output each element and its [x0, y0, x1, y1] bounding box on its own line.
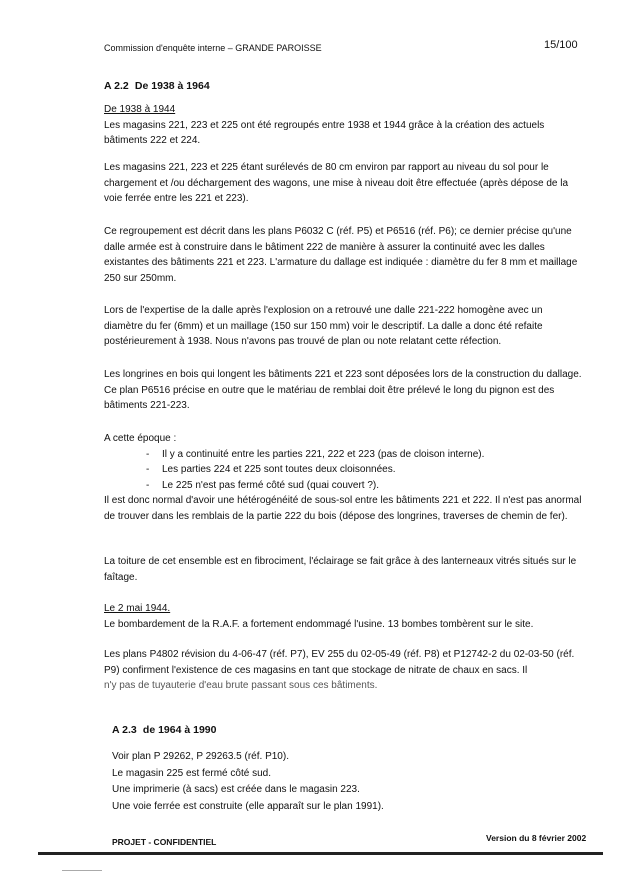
section-a22-heading	[104, 80, 210, 92]
list-item: Une imprimerie (à sacs) est créée dans le magasin 223.	[112, 784, 360, 795]
header-commission: Commission d'enquête interne – GRANDE PAROISSE	[104, 43, 322, 53]
subsection-1938-1944	[104, 102, 584, 149]
section-a22-title: De 1938 à 1964	[134, 80, 210, 92]
page-number: 15/100	[544, 39, 578, 51]
epoque-bullet-list	[104, 447, 584, 494]
list-item: Voir plan P 29262, P 29263.5 (réf. P10).	[112, 751, 289, 762]
paragraph-plans-p4802-text: Les plans P4802 révision du 4-06-47 (réf. P7), EV 255 du 02-05-49 (réf. P8) et P12742-2 du 02-03-50 (réf. P9) confirment l'existence de ces magasins en tant que stockage de nitrate de chaux en sacs. Il	[104, 649, 575, 676]
subheading-1938-1944: De 1938 à 1944	[104, 104, 176, 115]
section-a23-body	[112, 749, 582, 815]
paragraph-mise-a-niveau: Les magasins 221, 223 et 225 étant surélevés de 80 cm environ par rapport au niveau du sol pour le chargement et /ou déchargement des wagons, une mise à niveau doit être effectuée (après dépose de la voie ferrée entre les 221 et 223).	[104, 162, 569, 204]
footer-divider	[38, 852, 603, 855]
list-item: Le magasin 225 est fermé côté sud.	[112, 767, 271, 779]
section-a23-number: A 2.3	[112, 724, 137, 736]
paragraph-tuyauterie: n'y pas de tuyauterie d'eau brute passant sous ces bâtiments.	[104, 680, 378, 691]
list-item: - Il y a continuité entre les parties 221, 222 et 223 (pas de cloison interne).	[146, 448, 485, 460]
paragraph-longrines: Les longrines en bois qui longent les bâtiments 221 et 223 sont déposées lors de la construction du dallage. Ce plan P6516 précise en outre que le matériau de remblai doit être prélevé le long du pignon est des bâtiments 221-223.	[104, 369, 582, 411]
paragraph-bombardement: Le bombardement de la R.A.F. a fortement endommagé l'usine. 13 bombes tombèrent sur le site.	[104, 618, 534, 630]
section-a22-number: A 2.2	[104, 80, 129, 92]
paragraph-plans-p6032: Ce regroupement est décrit dans les plans P6032 C (réf. P5) et P6516 (réf. P6); ce dernier précise qu'une dalle armée est à construire dans le bâtiment 222 de manière à assurer la continuité avec les dalles existantes des bâtiments 221 et 223. L'armature du dallage est indiquée : diamètre du fer 8 mm et maillage 250 sur 250mm.	[104, 226, 578, 284]
paragraph-regroupement: Les magasins 221, 223 et 225 ont été regroupés entre 1938 et 1944 grâce à la création des actuels bâtiments 222 et 224.	[104, 119, 545, 146]
scan-artifact	[62, 870, 102, 871]
section-a23-title: de 1964 à 1990	[142, 724, 217, 736]
paragraph-expertise-dalle: Lors de l'expertise de la dalle après l'explosion on a retrouvé une dalle 221-222 homogène avec un diamètre du fer (6mm) et un maillage (150 sur 150 mm) voir le descriptif. La dalle a donc été refaite postérieurement à 1938. Nous n'avons pas trouvé de plan ou note relatant cette réfection.	[104, 305, 543, 347]
subsection-2-mai-1944	[104, 601, 584, 632]
list-item: - Les parties 224 et 225 sont toutes deux cloisonnées.	[146, 464, 396, 475]
list-item: Une voie ferrée est construite (elle apparaît sur le plan 1991).	[112, 800, 384, 812]
paragraph-plans-p4802	[104, 647, 584, 694]
footer-confidentiel: PROJET - CONFIDENTIEL	[112, 837, 217, 847]
section-a23-heading	[112, 724, 216, 736]
epoque-block	[104, 431, 584, 524]
subheading-2-mai-1944: Le 2 mai 1944.	[104, 603, 171, 614]
paragraph-heterogeneite: Il est donc normal d'avoir une hétérogénéité de sous-sol entre les bâtiments 221 et 222. Il n'est pas anormal de trouver dans les remblais de la partie 222 du bois (dépose des longrines, traverses de chemin de fer).	[104, 495, 582, 522]
paragraph-toiture: La toiture de cet ensemble est en fibrociment, l'éclairage se fait grâce à des lanterneaux vitrés situés sur le faîtage.	[104, 556, 577, 583]
epoque-intro: A cette époque :	[104, 433, 177, 444]
list-item: - Le 225 n'est pas fermé côté sud (quai couvert ?).	[146, 479, 380, 491]
footer-version: Version du 8 février 2002	[486, 833, 587, 843]
